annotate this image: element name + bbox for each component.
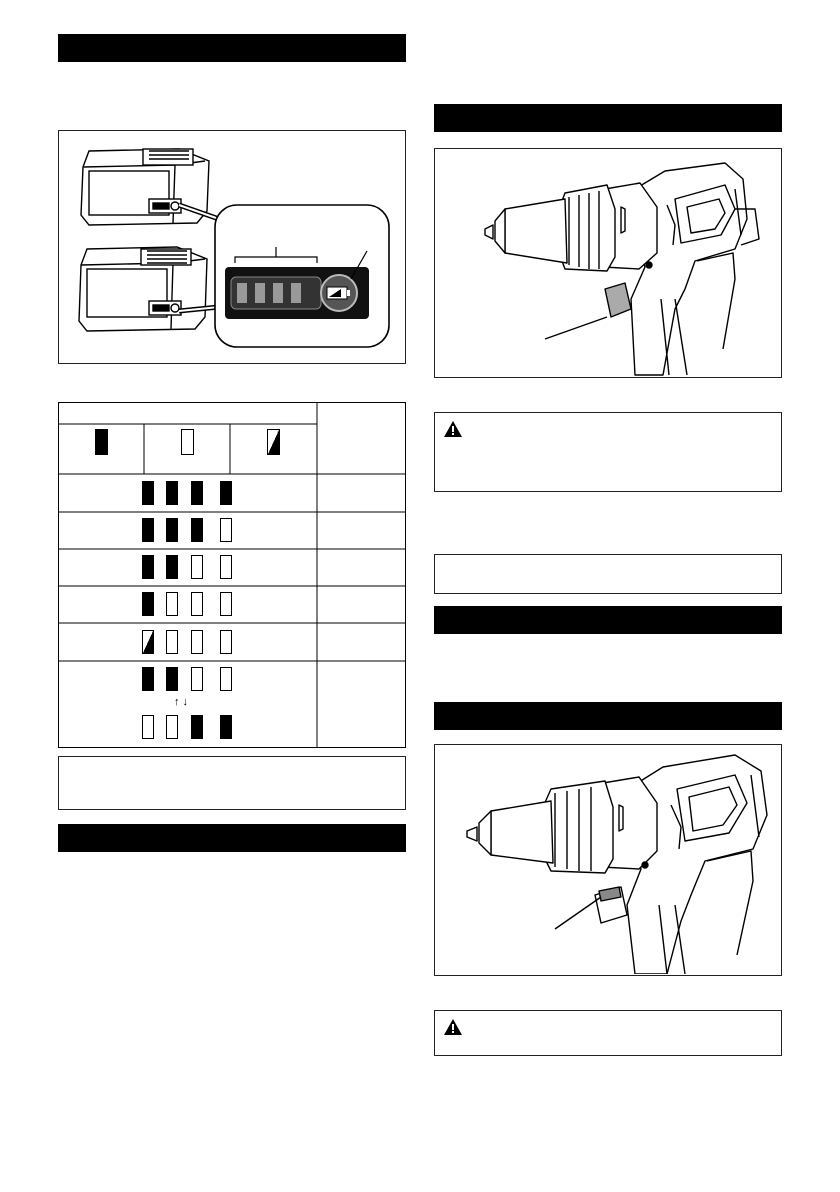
table-row-2-lamp-3 (191, 518, 203, 542)
legend-lamp-blinking (267, 429, 280, 455)
table-row-1-lamp-4 (220, 481, 232, 505)
figure-drill-trigger (434, 148, 782, 378)
table-row-3-lamp-4 (220, 555, 232, 579)
indicator-table (58, 402, 406, 748)
note-box (434, 554, 782, 594)
figure-drill-lamp (434, 744, 782, 976)
note-box (58, 756, 406, 810)
table-row-6-lamp-3 (191, 667, 203, 691)
table-row-6-alt-lamp-2 (166, 715, 178, 739)
section-heading-bar (434, 702, 782, 730)
drill-illustration (435, 149, 780, 376)
alternating-arrows: ↑ ↓ (174, 696, 189, 708)
section-heading-bar (58, 824, 406, 852)
caution-box (434, 412, 782, 492)
table-row-5-lamp-4 (220, 630, 232, 654)
caution-box (434, 1010, 782, 1056)
section-heading-bar (434, 606, 782, 634)
table-row-2-lamp-1 (142, 518, 154, 542)
warning-triangle-icon (443, 1018, 463, 1036)
table-row-6-lamp-2 (166, 667, 178, 691)
warning-triangle-icon (443, 420, 463, 438)
table-row-3-lamp-2 (166, 555, 178, 579)
legend-lamp-on (95, 429, 108, 455)
table-row-3-lamp-1 (142, 555, 154, 579)
table-row-2-lamp-4 (220, 518, 232, 542)
legend-lamp-off (181, 429, 194, 455)
table-row-6-lamp-4 (220, 667, 232, 691)
figure-battery-indicator (58, 130, 406, 364)
table-row-3-lamp-3 (191, 555, 203, 579)
table-row-1-lamp-3 (191, 481, 203, 505)
table-row-4-lamp-2 (166, 592, 178, 616)
table-row-4-lamp-3 (191, 592, 203, 616)
table-row-4-lamp-4 (220, 592, 232, 616)
section-heading-bar (58, 34, 406, 62)
battery-illustration (59, 131, 404, 362)
table-row-1-lamp-2 (166, 481, 178, 505)
table-row-1-lamp-1 (142, 481, 154, 505)
section-heading-bar (434, 104, 782, 132)
table-grid (58, 402, 406, 748)
table-row-6-alt-lamp-1 (142, 715, 154, 739)
drill-illustration (435, 745, 780, 974)
table-row-6-alt-lamp-4 (220, 715, 232, 739)
table-row-5-lamp-2 (166, 630, 178, 654)
table-row-4-lamp-1 (142, 592, 154, 616)
table-row-6-alt-lamp-3 (191, 715, 203, 739)
table-row-5-lamp-3 (191, 630, 203, 654)
table-row-6-lamp-1 (142, 667, 154, 691)
table-row-2-lamp-2 (166, 518, 178, 542)
table-row-5-lamp-1 (142, 630, 154, 654)
